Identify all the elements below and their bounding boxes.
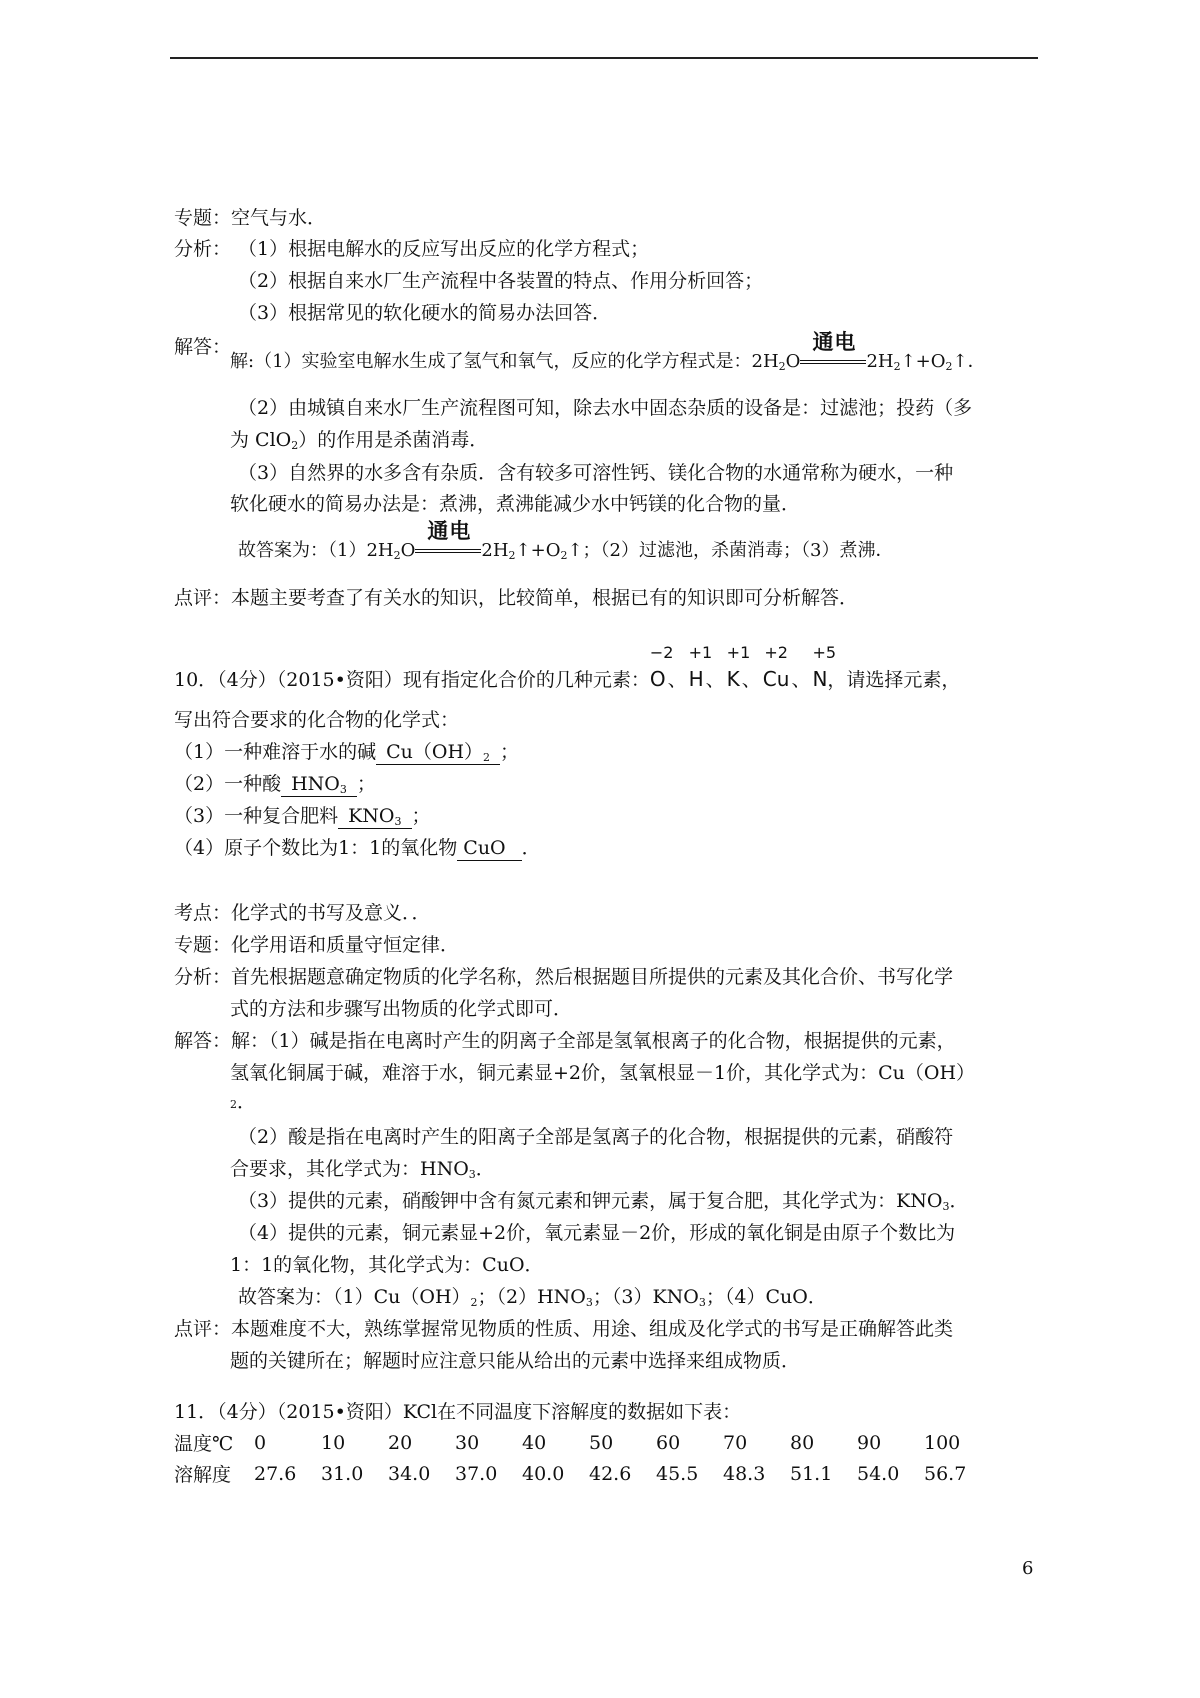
q10-stem-suffix: ，请选择元素， — [827, 669, 961, 691]
q10-item-1: （1）一种难溶于水的碱 $Cu(OH)_2$ ； — [174, 741, 520, 764]
valence-k: +1 K — [726, 643, 751, 691]
q10-point: 考点：化学式的书写及意义．． — [174, 902, 431, 924]
topic-text: 空气与水． — [231, 207, 327, 229]
valence-o: −2 O — [649, 643, 674, 691]
table-cell: 60 — [656, 1431, 681, 1454]
sep: 、 — [791, 669, 811, 691]
q10-review: 点评：本题难度不大，熟练掌握常见物质的性质、用途、组成及化学式的书写是正确解答此类 — [174, 1318, 954, 1340]
table-cell: 40.0 — [522, 1462, 565, 1485]
q10-analysis: 分析：首先根据题意确定物质的化学名称，然后根据题目所提供的元素及其化合价、书写化学 — [174, 966, 954, 988]
electrolysis-arrow — [800, 330, 866, 374]
table-cell: 31.0 — [321, 1462, 364, 1485]
table-cell: 40 — [522, 1431, 547, 1454]
q10-answer: 解答：解：（1）碱是指在电离时产生的阴离子全部是氢氧根离子的化合物，根据提供的元素， — [174, 1030, 956, 1052]
table-cell: 51.1 — [790, 1462, 833, 1485]
q10-a4-l1: （4）提供的元素，铜元素显+2价，氧元素显－2价，形成的氧化铜是由原子个数比为 — [238, 1222, 956, 1244]
answer-2-line-1: （2）由城镇自来水厂生产流程图可知，除去水中固态杂质的设备是：过滤池；投药（多 — [238, 397, 973, 419]
solubility-table — [174, 1427, 991, 1489]
q10-a4-l2: 1：1的氧化物，其化学式为：CuO． — [230, 1254, 544, 1276]
review-text: 本题主要考查了有关水的知识，比较简单，根据已有的知识即可分析解答． — [231, 587, 859, 609]
q10-a2-l1: （2）酸是指在电离时产生的阳离子全部是氢离子的化合物，根据提供的元素，硝酸符 — [238, 1126, 954, 1148]
q10-analysis-l2: 式的方法和步骤写出物质的化学式即可． — [230, 998, 573, 1020]
answer-2-line-2-b: ）的作用是杀菌消毒． — [298, 429, 489, 451]
answer-label: 解答： — [174, 336, 232, 358]
row-header-solubility: 溶解度 — [174, 1464, 232, 1486]
q10-topic: 专题：化学用语和质量守恒定律． — [174, 934, 460, 956]
final-answer-prefix: 故答案为：（1） — [238, 540, 367, 561]
topic-label — [174, 206, 326, 230]
valence-h: +1 H — [688, 643, 713, 691]
q10-a1-l2: 氢氧化铜属于碱，难溶于水，铜元素显+2价，氢氧根显－1价，其化学式为：Cu（OH） — [230, 1062, 976, 1084]
q10-item-3: （3）一种复合肥料 $KNO_3$ ； — [174, 805, 431, 828]
q10-item-2: （2）一种酸 $HNO_3$ ； — [174, 773, 376, 796]
q10-stem — [174, 643, 961, 692]
valence-n: +5 N — [812, 643, 837, 691]
analysis-line-2: （2）根据自来水厂生产流程中各装置的特点、作用分析回答； — [238, 270, 764, 292]
analysis-line-1: （1）根据电解水的反应写出反应的化学方程式； — [238, 238, 650, 260]
topic-label-text: 专题： — [174, 207, 232, 229]
q10-a1-l3: 2． — [230, 1091, 257, 1113]
q10-final: 故答案为：$(1)Cu(OH)_2$；$(2)HNO_3$；$(3)KNO_3$；（4）CuO． — [238, 1286, 827, 1309]
sep: 、 — [705, 669, 725, 691]
table-cell: 42.6 — [589, 1462, 632, 1485]
table-cell: 45.5 — [656, 1462, 699, 1485]
answer-line-1-text: 解:（1）实验室电解水生成了氢气和氧气，反应的化学方程式是： — [230, 351, 752, 372]
analysis-label: 分析： — [174, 238, 232, 260]
q10-item-4-label: （4）原子个数比为1：1的氧化物 — [174, 837, 458, 859]
review-label: 点评： — [174, 587, 232, 609]
final-answer-line: 故答案为：$(1)2H_2O$ 通电 $2H_2↑+O_2↑$；（2）过滤池，杀菌消毒；（3）煮沸． — [238, 519, 894, 562]
answer-2-line-2-a: 为 ClO — [230, 429, 292, 451]
row-header-temperature: 温度℃ — [174, 1433, 234, 1455]
header-rule — [170, 57, 1038, 59]
q10-item-4: （4）原子个数比为1：1的氧化物 CuO ． — [174, 837, 541, 859]
final-answer-suffix: ；（2）过滤池，杀菌消毒；（3）煮沸． — [582, 540, 894, 561]
table-cell: 56.7 — [924, 1462, 967, 1485]
table-row-solubility — [174, 1458, 991, 1489]
answer-line-1: 解:（1）实验室电解水生成了氢气和氧气，反应的化学方程式是：$2H_2O$ 通电 $2H_2↑+O_2↑$． — [230, 330, 986, 373]
table-cell: 80 — [790, 1431, 815, 1454]
table-cell: 20 — [388, 1431, 413, 1454]
table-cell: 37.0 — [455, 1462, 498, 1485]
answer-2-line-2: 为 ClO$_2$）的作用是杀菌消毒． — [230, 429, 489, 452]
q10-answer-2: $HNO_3$ — [281, 772, 357, 797]
q10-answer-1: $Cu(OH)_2$ — [376, 740, 500, 765]
table-row-temperature — [174, 1427, 991, 1458]
q10-stem-prefix: 10．（4分）（2015•资阳）现有指定化合价的几种元素： — [174, 669, 650, 691]
table-cell: 34.0 — [388, 1462, 431, 1485]
table-cell: 90 — [857, 1431, 882, 1454]
q10-stem-line-2: 写出符合要求的化合物的化学式： — [174, 709, 460, 731]
review-line — [174, 586, 858, 610]
table-cell: 70 — [723, 1431, 748, 1454]
q10-answer-3: $KNO_3$ — [338, 804, 411, 829]
table-cell: 0 — [254, 1431, 267, 1454]
q10-answer-4: CuO — [457, 836, 521, 861]
table-cell: 50 — [589, 1431, 614, 1454]
table-cell: 100 — [924, 1431, 961, 1454]
answer-3-line-2: 软化硬水的简易办法是：煮沸，煮沸能减少水中钙镁的化合物的量． — [230, 493, 801, 515]
valence-cu: +2 Cu — [762, 643, 790, 691]
condition-text: 通电 — [812, 330, 857, 354]
sep: 、 — [741, 669, 761, 691]
page-number: 6 — [1022, 1558, 1034, 1579]
q10-review-l2: 题的关键所在；解题时应注意只能从给出的元素中选择来组成物质． — [230, 1350, 801, 1372]
electrolysis-arrow-2 — [415, 519, 481, 563]
table-cell: 10 — [321, 1431, 346, 1454]
q10-a3: （3）提供的元素，硝酸钾中含有氮元素和钾元素，属于复合肥，其化学式为：$KNO_3$． — [238, 1190, 969, 1213]
condition-text-2: 通电 — [427, 519, 472, 543]
table-cell: 27.6 — [254, 1462, 297, 1485]
q10-item-1-label: （1）一种难溶于水的碱 — [174, 741, 377, 763]
analysis-line-3: （3）根据常见的软化硬水的简易办法回答． — [238, 302, 612, 324]
q10-a2-l2: 合要求，其化学式为：$HNO_3$． — [230, 1158, 495, 1181]
answer-3-line-1: （3）自然界的水多含有杂质．含有较多可溶性钙、镁化合物的水通常称为硬水，一种 — [238, 462, 954, 484]
table-cell: 30 — [455, 1431, 480, 1454]
q10-item-3-label: （3）一种复合肥料 — [174, 805, 339, 827]
sep: 、 — [667, 669, 687, 691]
q10-item-2-label: （2）一种酸 — [174, 773, 282, 795]
q11-stem: 11．（4分）（2015•资阳）KCl在不同温度下溶解度的数据如下表： — [174, 1401, 742, 1423]
table-cell: 48.3 — [723, 1462, 766, 1485]
table-cell: 54.0 — [857, 1462, 900, 1485]
